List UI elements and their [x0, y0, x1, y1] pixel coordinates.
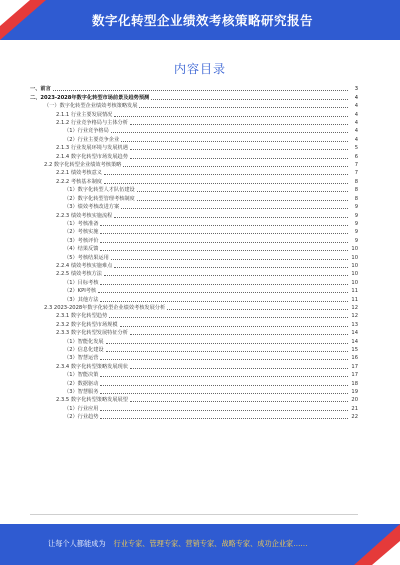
toc-entry[interactable]: [30, 84, 358, 92]
toc-leader-dots: [100, 249, 348, 251]
report-title: 数字化转型企业绩效考核策略研究报告: [92, 13, 314, 28]
toc-entry-label: （2）行业主要竞争企业: [64, 136, 120, 143]
toc-entry-page: 12: [351, 313, 358, 320]
toc-leader-dots: [100, 283, 348, 285]
toc-leader-dots: [106, 342, 348, 344]
toc-entry[interactable]: [30, 109, 358, 117]
toc-entry-page: 4: [354, 103, 358, 110]
toc-entry[interactable]: [30, 361, 358, 369]
toc-entry-label: （3）考核评价: [64, 237, 99, 244]
toc-leader-dots: [139, 106, 348, 108]
toc-entry-page: 7: [354, 170, 358, 177]
footer-slogan: [48, 539, 308, 549]
toc-entry[interactable]: [30, 277, 358, 285]
toc-entry[interactable]: [30, 160, 358, 168]
toc-entry-page: 7: [354, 162, 358, 169]
toc-entry[interactable]: [30, 269, 358, 277]
toc-entry[interactable]: [30, 118, 358, 126]
toc-entry-page: 10: [351, 262, 358, 269]
toc-leader-dots: [114, 266, 348, 268]
toc-entry-page: 10: [351, 246, 358, 253]
toc-leader-dots: [167, 308, 348, 310]
toc-entry-page: 9: [354, 229, 358, 236]
toc-entry-label: 2.2.3 绩效考核实施流程: [56, 212, 113, 219]
toc-entry-page: 10: [351, 279, 358, 286]
toc-entry-page: 12: [351, 304, 358, 311]
toc-entry-page: 20: [351, 397, 358, 404]
page-footer: [0, 524, 400, 565]
toc-entry-label: （一）数字化转型企业绩效考核策略发展: [44, 103, 138, 110]
toc-leader-dots: [130, 157, 348, 159]
toc-entry[interactable]: [30, 101, 358, 109]
footer-divider: [30, 514, 358, 515]
toc-entry-page: 17: [351, 372, 358, 379]
toc-entry-page: 14: [351, 330, 358, 337]
toc-entry[interactable]: [30, 303, 358, 311]
toc-leader-dots: [100, 417, 348, 419]
toc-entry-label: 2.2 数字化转型企业绩效考核策略: [44, 162, 122, 169]
toc-entry-page: 21: [351, 405, 358, 412]
toc-entry-page: 9: [354, 237, 358, 244]
toc-entry-page: 9: [354, 212, 358, 219]
toc-entry[interactable]: [30, 311, 358, 319]
toc-leader-dots: [104, 173, 348, 175]
toc-entry-page: 4: [354, 94, 358, 101]
toc-entry-page: 4: [354, 128, 358, 135]
toc-leader-dots: [109, 316, 348, 318]
toc-entry-label: 2.3.3 数字化转型发展特征分析: [56, 330, 128, 337]
toc-entry-page: 14: [351, 338, 358, 345]
toc-entry[interactable]: [30, 235, 358, 243]
toc-leader-dots: [151, 98, 348, 100]
toc-entry-page: 6: [354, 153, 358, 160]
toc-entry-label: 2.3 2023-2028年数字化转型企业绩效考核发展分析: [44, 304, 166, 311]
toc-entry[interactable]: [30, 370, 358, 378]
toc-entry[interactable]: [30, 185, 358, 193]
toc-entry-label: （2）信息化建设: [64, 347, 104, 353]
toc-entry-page: 15: [351, 347, 358, 353]
toc-leader-dots: [137, 199, 348, 201]
toc-leader-dots: [104, 274, 348, 276]
toc-entry-label: 2.3.1 数字化转型趋势: [56, 313, 108, 320]
toc-entry[interactable]: [30, 92, 358, 100]
toc-leader-dots: [137, 190, 348, 192]
toc-entry[interactable]: [30, 202, 358, 210]
toc-entry[interactable]: [30, 244, 358, 252]
toc-entry-label: 2.1.3 行业发展环境与发展机遇: [56, 145, 128, 152]
toc-leader-dots: [114, 115, 348, 117]
toc-leader-dots: [100, 375, 348, 377]
slogan-roles: 行业专家、管理专家、营销专家、战略专家、成功企业家……: [113, 539, 308, 548]
toc-entry-label: 2.1.1 行业主要发展情况: [56, 111, 113, 118]
toc-entry-label: （3）智慧运营: [64, 355, 99, 362]
toc-leader-dots: [121, 207, 348, 209]
toc-entry-page: 22: [351, 414, 358, 421]
toc-entry-label: （1）行业应用: [64, 405, 99, 412]
toc-entry-page: 11: [351, 296, 358, 303]
toc-entry-label: 2.3.4 数字化转型策略发展现状: [56, 363, 128, 370]
toc-leader-dots: [120, 325, 348, 327]
toc-leader-dots: [106, 350, 348, 352]
toc-entry[interactable]: [30, 126, 358, 134]
toc-entry-label: 2.2.4 绩效考核实施难点: [56, 262, 113, 269]
toc-entry[interactable]: [30, 151, 358, 159]
toc-entry-page: 10: [351, 254, 358, 261]
toc-entry-label: （2）KPI考核: [64, 288, 97, 295]
toc-entry[interactable]: [30, 193, 358, 201]
toc-entry-label: （2）数据驱动: [64, 380, 99, 387]
toc-leader-dots: [114, 216, 348, 218]
header-corner-white: [0, 0, 30, 26]
toc-entry[interactable]: [30, 176, 358, 184]
table-of-contents: [30, 84, 358, 420]
toc-entry-label: （5）考核结果运用: [64, 254, 109, 261]
toc-entry-label: （1）考核准备: [64, 220, 99, 227]
toc-leader-dots: [53, 89, 348, 91]
toc-leader-dots: [123, 165, 348, 167]
toc-entry-page: 9: [354, 204, 358, 211]
toc-entry-label: 2.2.5 绩效考核方法: [56, 271, 102, 278]
toc-leader-dots: [130, 367, 348, 369]
toc-entry[interactable]: [30, 353, 358, 361]
toc-entry-label: 2.3.5 数字化转型策略发展展望: [56, 397, 128, 404]
toc-entry[interactable]: [30, 143, 358, 151]
toc-leader-dots: [130, 333, 348, 335]
toc-entry-label: 2.2.1 绩效考核意义: [56, 170, 102, 177]
toc-leader-dots: [100, 232, 348, 234]
toc-entry-page: 10: [351, 271, 358, 278]
toc-entry[interactable]: [30, 219, 358, 227]
toc-leader-dots: [104, 182, 348, 184]
toc-entry[interactable]: [30, 395, 358, 403]
toc-leader-dots: [121, 140, 348, 142]
toc-entry[interactable]: [30, 261, 358, 269]
toc-entry-label: （2）行业趋势: [64, 414, 99, 421]
toc-entry[interactable]: [30, 227, 358, 235]
toc-entry[interactable]: [30, 328, 358, 336]
toc-entry-page: 8: [354, 178, 358, 185]
toc-entry-label: （1）智能化发展: [64, 338, 104, 345]
toc-leader-dots: [100, 358, 348, 360]
page-header: [0, 0, 400, 40]
toc-leader-dots: [100, 384, 348, 386]
toc-leader-dots: [100, 409, 348, 411]
toc-leader-dots: [100, 392, 348, 394]
toc-entry[interactable]: [30, 319, 358, 327]
toc-entry-page: 8: [354, 187, 358, 194]
toc-entry-page: 4: [354, 111, 358, 118]
toc-entry-page: 11: [351, 288, 358, 295]
toc-entry-label: 一、前言: [30, 86, 51, 93]
toc-entry[interactable]: [30, 378, 358, 386]
toc-entry[interactable]: [30, 210, 358, 218]
toc-entry-label: 2.1.2 行业竞争格局与主体分析: [56, 120, 128, 127]
toc-entry-label: 2.3.2 数字化转型市场规模: [56, 321, 118, 328]
toc-entry-label: 二、2023-2028年数字化转型市场前景及趋势预测: [30, 94, 150, 101]
toc-entry-page: 4: [354, 120, 358, 127]
toc-leader-dots: [130, 148, 348, 150]
toc-entry-label: （2）数字化转型管理考核制度: [64, 195, 135, 202]
slogan-prefix: 让每个人都能成为: [48, 539, 106, 548]
toc-entry-label: （2）考核实施: [64, 229, 99, 236]
toc-entry-page: 17: [351, 363, 358, 370]
toc-entry-page: 8: [354, 195, 358, 202]
toc-entry[interactable]: [30, 387, 358, 395]
toc-heading: 内容目录: [173, 62, 226, 76]
toc-entry[interactable]: [30, 286, 358, 294]
toc-leader-dots: [111, 131, 348, 133]
toc-entry-label: （4）结果反馈: [64, 246, 99, 253]
toc-entry-page: 5: [354, 145, 358, 152]
toc-entry-label: 2.1.4 数字化转型市场发展趋势: [56, 153, 128, 160]
toc-entry[interactable]: [30, 412, 358, 420]
toc-entry[interactable]: [30, 252, 358, 260]
toc-entry[interactable]: [30, 134, 358, 142]
toc-entry-label: （1）智能决策: [64, 372, 99, 379]
toc-entry-page: 18: [351, 380, 358, 387]
toc-leader-dots: [130, 123, 348, 125]
toc-leader-dots: [100, 300, 348, 302]
toc-entry-label: （1）行业竞争格局: [64, 128, 109, 135]
toc-entry[interactable]: [30, 345, 358, 353]
toc-leader-dots: [130, 400, 348, 402]
footer-corner-white: [372, 541, 400, 565]
toc-entry[interactable]: [30, 403, 358, 411]
toc-entry-label: （1）数字化转型人才队伍建设: [64, 187, 135, 194]
toc-leader-dots: [100, 241, 348, 243]
toc-entry-label: （3）智慧服务: [64, 389, 99, 396]
toc-entry[interactable]: [30, 336, 358, 344]
toc-entry[interactable]: [30, 168, 358, 176]
toc-entry-page: 9: [354, 220, 358, 227]
toc-entry-page: 16: [351, 355, 358, 362]
toc-leader-dots: [100, 224, 348, 226]
toc-entry-page: 4: [354, 136, 358, 143]
toc-entry-page: 13: [351, 321, 358, 328]
toc-entry-label: （3）绩效考核改进方案: [64, 204, 120, 211]
toc-entry[interactable]: [30, 294, 358, 302]
toc-entry-label: （1）目标考核: [64, 279, 99, 286]
toc-leader-dots: [98, 291, 348, 293]
toc-entry-label: 2.2.2 考核基本制度: [56, 178, 102, 185]
toc-entry-page: 3: [354, 86, 358, 93]
toc-leader-dots: [111, 258, 348, 260]
toc-entry-label: （3）其他方法: [64, 296, 99, 303]
toc-entry-page: 19: [351, 389, 358, 396]
